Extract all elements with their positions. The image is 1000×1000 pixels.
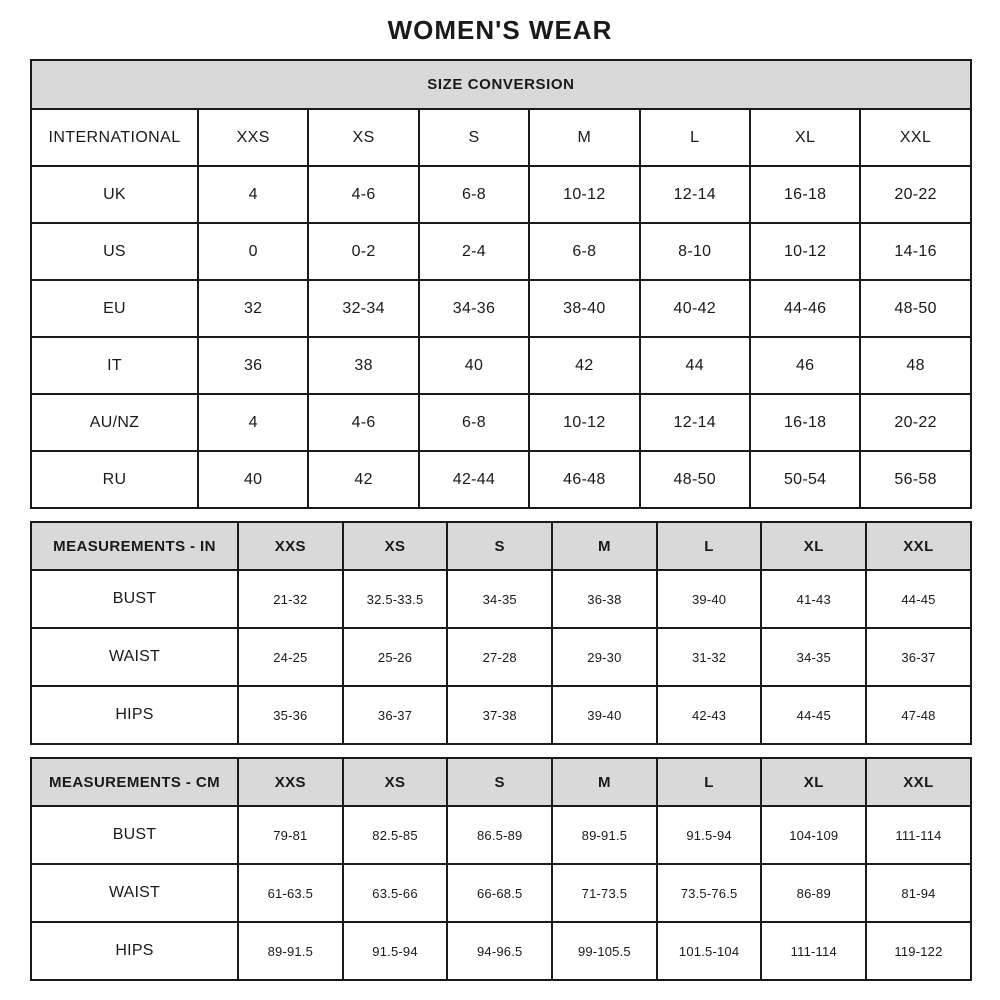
table-cell: 34-35 <box>761 628 866 686</box>
table-row <box>31 864 971 922</box>
row-label: BUST <box>31 806 238 864</box>
table-cell: 40-42 <box>640 280 750 337</box>
table-title: MEASUREMENTS - CM <box>31 758 238 806</box>
row-label: UK <box>31 166 198 223</box>
table-cell: 8-10 <box>640 223 750 280</box>
row-label: AU/NZ <box>31 394 198 451</box>
table-cell: 32.5-33.5 <box>343 570 448 628</box>
table-cell: 86.5-89 <box>447 806 552 864</box>
column-header: L <box>640 109 750 166</box>
table-cell: 0 <box>198 223 308 280</box>
table-cell: 39-40 <box>657 570 762 628</box>
column-header: S <box>447 758 552 806</box>
column-header: XL <box>761 758 866 806</box>
table-cell: 36-38 <box>552 570 657 628</box>
table-row <box>31 280 971 337</box>
table-cell: 38-40 <box>529 280 639 337</box>
table-cell: 4 <box>198 394 308 451</box>
table-cell: 48 <box>860 337 971 394</box>
table-cell: 44-45 <box>761 686 866 744</box>
table-cell: 42 <box>308 451 418 508</box>
table-cell: 48-50 <box>860 280 971 337</box>
table-cell: 50-54 <box>750 451 860 508</box>
table-cell: 14-16 <box>860 223 971 280</box>
table-cell: 119-122 <box>866 922 971 980</box>
table-cell: 12-14 <box>640 166 750 223</box>
table-cell: 104-109 <box>761 806 866 864</box>
row-label: IT <box>31 337 198 394</box>
table-cell: 24-25 <box>238 628 343 686</box>
table-cell: 44-46 <box>750 280 860 337</box>
table-cell: 81-94 <box>866 864 971 922</box>
table-cell: 48-50 <box>640 451 750 508</box>
size-conversion-title: SIZE CONVERSION <box>31 60 971 109</box>
table-cell: 46 <box>750 337 860 394</box>
table-row <box>31 806 971 864</box>
table-cell: 56-58 <box>860 451 971 508</box>
table-cell: 2-4 <box>419 223 529 280</box>
column-header: S <box>419 109 529 166</box>
column-header: M <box>529 109 639 166</box>
table-cell: 40 <box>419 337 529 394</box>
table-cell: 86-89 <box>761 864 866 922</box>
measurements-cm-table <box>30 757 972 981</box>
table-cell: 4-6 <box>308 394 418 451</box>
column-header: XXL <box>860 109 971 166</box>
table-cell: 20-22 <box>860 394 971 451</box>
page-title: WOMEN'S WEAR <box>387 15 613 45</box>
column-header: XXL <box>866 758 971 806</box>
table-cell: 42-44 <box>419 451 529 508</box>
row-label: WAIST <box>31 864 238 922</box>
table-cell: 6-8 <box>529 223 639 280</box>
column-header: INTERNATIONAL <box>31 109 198 166</box>
table-cell: 44 <box>640 337 750 394</box>
table-cell: 42 <box>529 337 639 394</box>
table-cell: 32-34 <box>308 280 418 337</box>
table-cell: 10-12 <box>529 394 639 451</box>
table-cell: 10-12 <box>750 223 860 280</box>
table-cell: 36-37 <box>343 686 448 744</box>
table-cell: 89-91.5 <box>552 806 657 864</box>
table-cell: 27-28 <box>447 628 552 686</box>
measurements-in-table <box>30 521 972 745</box>
size-conversion-title-row <box>31 60 971 109</box>
table-cell: 16-18 <box>750 166 860 223</box>
column-header: L <box>657 758 762 806</box>
table-row <box>31 337 971 394</box>
table-cell: 101.5-104 <box>657 922 762 980</box>
row-label: RU <box>31 451 198 508</box>
column-header: M <box>552 522 657 570</box>
table-cell: 6-8 <box>419 394 529 451</box>
table-cell: 39-40 <box>552 686 657 744</box>
size-conversion-header-row <box>31 109 971 166</box>
column-header: XXS <box>198 109 308 166</box>
table-cell: 35-36 <box>238 686 343 744</box>
column-header: XS <box>308 109 418 166</box>
table-row <box>31 394 971 451</box>
table-cell: 42-43 <box>657 686 762 744</box>
table-cell: 46-48 <box>529 451 639 508</box>
column-header: L <box>657 522 762 570</box>
table-cell: 44-45 <box>866 570 971 628</box>
row-label: BUST <box>31 570 238 628</box>
table-cell: 111-114 <box>761 922 866 980</box>
table-cell: 66-68.5 <box>447 864 552 922</box>
table-cell: 40 <box>198 451 308 508</box>
table-cell: 38 <box>308 337 418 394</box>
table-cell: 71-73.5 <box>552 864 657 922</box>
column-header: XL <box>761 522 866 570</box>
table-cell: 29-30 <box>552 628 657 686</box>
table-cell: 32 <box>198 280 308 337</box>
table-cell: 41-43 <box>761 570 866 628</box>
table-row <box>31 922 971 980</box>
table-cell: 34-35 <box>447 570 552 628</box>
measurements-in-header-row <box>31 522 971 570</box>
table-cell: 99-105.5 <box>552 922 657 980</box>
row-label: HIPS <box>31 922 238 980</box>
table-title: MEASUREMENTS - IN <box>31 522 238 570</box>
column-header: XXS <box>238 522 343 570</box>
table-cell: 6-8 <box>419 166 529 223</box>
table-row <box>31 570 971 628</box>
table-row <box>31 166 971 223</box>
column-header: S <box>447 522 552 570</box>
measurements-cm-header-row <box>31 758 971 806</box>
row-label: EU <box>31 280 198 337</box>
table-cell: 91.5-94 <box>343 922 448 980</box>
table-cell: 31-32 <box>657 628 762 686</box>
size-conversion-table <box>30 59 972 509</box>
row-label: WAIST <box>31 628 238 686</box>
table-cell: 73.5-76.5 <box>657 864 762 922</box>
column-header: M <box>552 758 657 806</box>
column-header: XXS <box>238 758 343 806</box>
table-row <box>31 223 971 280</box>
table-row <box>31 686 971 744</box>
table-cell: 91.5-94 <box>657 806 762 864</box>
table-cell: 61-63.5 <box>238 864 343 922</box>
table-cell: 34-36 <box>419 280 529 337</box>
table-cell: 0-2 <box>308 223 418 280</box>
column-header: XXL <box>866 522 971 570</box>
table-cell: 111-114 <box>866 806 971 864</box>
table-cell: 10-12 <box>529 166 639 223</box>
table-row <box>31 451 971 508</box>
table-cell: 20-22 <box>860 166 971 223</box>
table-cell: 36-37 <box>866 628 971 686</box>
table-cell: 79-81 <box>238 806 343 864</box>
row-label: US <box>31 223 198 280</box>
table-cell: 82.5-85 <box>343 806 448 864</box>
table-cell: 12-14 <box>640 394 750 451</box>
table-cell: 4-6 <box>308 166 418 223</box>
column-header: XS <box>343 522 448 570</box>
table-cell: 21-32 <box>238 570 343 628</box>
row-label: HIPS <box>31 686 238 744</box>
table-cell: 25-26 <box>343 628 448 686</box>
table-cell: 63.5-66 <box>343 864 448 922</box>
table-cell: 89-91.5 <box>238 922 343 980</box>
table-cell: 36 <box>198 337 308 394</box>
table-row <box>31 628 971 686</box>
column-header: XS <box>343 758 448 806</box>
table-cell: 4 <box>198 166 308 223</box>
table-cell: 47-48 <box>866 686 971 744</box>
table-cell: 37-38 <box>447 686 552 744</box>
table-cell: 94-96.5 <box>447 922 552 980</box>
column-header: XL <box>750 109 860 166</box>
table-cell: 16-18 <box>750 394 860 451</box>
